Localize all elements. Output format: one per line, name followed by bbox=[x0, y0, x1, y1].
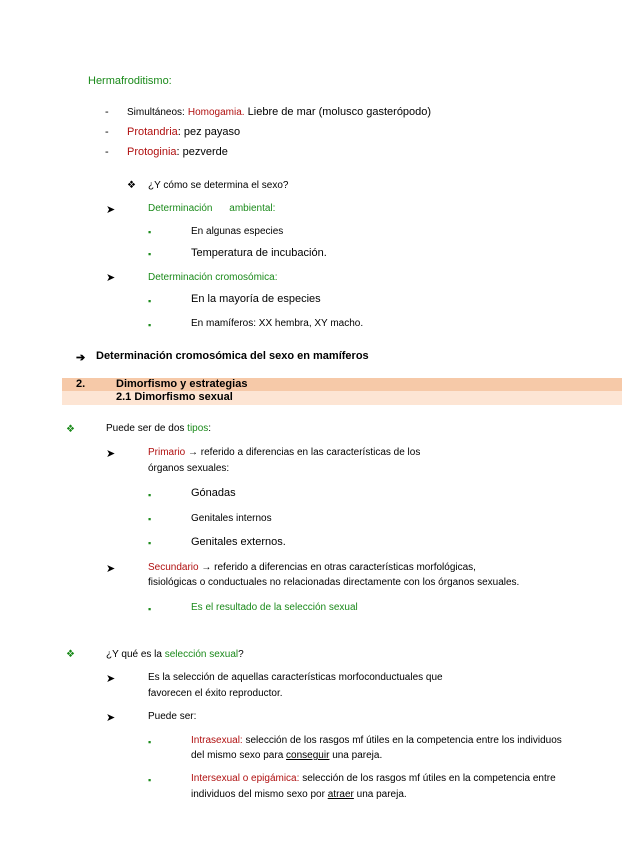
dash-marker: - bbox=[105, 106, 109, 118]
herm-simultaneos bbox=[127, 106, 431, 118]
seleccion-def-line1: Es la selección de aquellas características morfoconductuales que bbox=[148, 672, 443, 683]
square-bullet-icon: ▪ bbox=[148, 490, 152, 500]
secundario-text: → referido a diferencias en otras características morfológicas, bbox=[201, 562, 476, 573]
item-text: : pez payaso bbox=[177, 126, 241, 138]
item-label: Intersexual o epigámica: bbox=[191, 773, 300, 784]
diamond-bullet-icon: ❖ bbox=[66, 649, 75, 660]
list-item: Genitales externos. bbox=[191, 536, 286, 548]
text: individuos del mismo sexo por bbox=[191, 789, 325, 800]
secundario-line2: fisiológicas o conductuales no relacionadas directamente con los órganos sexuales. bbox=[148, 577, 520, 588]
item-highlight: Homogamia. bbox=[187, 107, 245, 118]
intrasexual-line2 bbox=[191, 750, 382, 761]
section-title: Dimorfismo y estrategias bbox=[116, 378, 248, 390]
seleccion-def-line2: favorecen el éxito reproductor. bbox=[148, 688, 283, 699]
hermafroditismo-heading: Hermafroditismo: bbox=[88, 75, 172, 87]
primario-line2: órganos sexuales: bbox=[148, 463, 230, 474]
item-label: Intrasexual: bbox=[191, 735, 243, 746]
square-bullet-icon: ▪ bbox=[148, 538, 152, 548]
highlight: selección sexual bbox=[164, 649, 239, 660]
item-label: Simultáneos: bbox=[127, 107, 185, 118]
text: una pareja. bbox=[332, 750, 383, 761]
det-cromosomica-label: Determinación cromosómica: bbox=[148, 272, 278, 283]
square-bullet-icon: ▪ bbox=[148, 227, 152, 237]
diamond-bullet-icon: ❖ bbox=[127, 180, 136, 191]
herm-protoginia bbox=[127, 146, 228, 158]
arrow-bullet-icon: ➤ bbox=[106, 563, 116, 575]
primario-label: Primario bbox=[148, 447, 186, 458]
list-item: En algunas especies bbox=[191, 226, 284, 237]
arrow-bullet-icon: ➤ bbox=[106, 448, 116, 460]
square-bullet-icon: ▪ bbox=[148, 737, 152, 747]
tipos-line bbox=[106, 423, 211, 434]
arrow-bullet-icon: ➤ bbox=[106, 673, 116, 685]
section-subtitle: 2.1 Dimorfismo sexual bbox=[116, 391, 233, 403]
question-sexo: ¿Y cómo se determina el sexo? bbox=[148, 180, 289, 191]
section-number: 2. bbox=[76, 378, 86, 390]
intersexual-line1 bbox=[191, 773, 556, 784]
square-bullet-icon: ▪ bbox=[148, 775, 152, 785]
dash-marker: - bbox=[105, 126, 109, 138]
list-item: Temperatura de incubación. bbox=[191, 247, 327, 259]
primario-line1 bbox=[148, 447, 420, 458]
underlined: atraer bbox=[327, 789, 354, 800]
right-arrow-icon: ➔ bbox=[76, 352, 86, 364]
seleccion-question bbox=[106, 649, 244, 660]
puede-ser: Puede ser: bbox=[148, 711, 197, 722]
intersexual-line2 bbox=[191, 789, 407, 800]
square-bullet-icon: ▪ bbox=[148, 320, 152, 330]
label-part2: ambiental: bbox=[229, 203, 276, 214]
text: del mismo sexo para bbox=[191, 750, 284, 761]
list-item: Gónadas bbox=[191, 487, 236, 499]
text: Puede ser de dos bbox=[106, 423, 185, 434]
determinacion-heading: Determinación cromosómica del sexo en mamíferos bbox=[96, 350, 369, 362]
list-item: Es el resultado de la selección sexual bbox=[191, 602, 358, 613]
primario-text: → referido a diferencias en las características de los bbox=[188, 447, 421, 458]
list-item: En mamíferos: XX hembra, XY macho. bbox=[191, 318, 364, 329]
underlined: conseguir bbox=[286, 750, 330, 761]
arrow-bullet-icon: ➤ bbox=[106, 712, 116, 724]
item-text: selección de los rasgos mf útiles en la competencia entre los individuos bbox=[245, 735, 562, 746]
text: una pareja. bbox=[356, 789, 407, 800]
secundario-label: Secundario bbox=[148, 562, 199, 573]
square-bullet-icon: ▪ bbox=[148, 249, 152, 259]
herm-protandria bbox=[127, 126, 240, 138]
arrow-bullet-icon: ➤ bbox=[106, 272, 116, 284]
list-item bbox=[105, 106, 109, 118]
label-part1: Determinación bbox=[148, 203, 213, 214]
item-text: : pezverde bbox=[176, 146, 228, 158]
square-bullet-icon: ▪ bbox=[148, 604, 152, 614]
intrasexual-line1 bbox=[191, 735, 562, 746]
item-text: selección de los rasgos mf útiles en la competencia entre bbox=[302, 773, 556, 784]
list-item: Genitales internos bbox=[191, 513, 272, 524]
square-bullet-icon: ▪ bbox=[148, 514, 152, 524]
item-text: Liebre de mar (molusco gasterópodo) bbox=[247, 106, 432, 118]
item-highlight: Protandria bbox=[127, 126, 178, 138]
secundario-line1 bbox=[148, 562, 476, 573]
dash-marker: - bbox=[105, 146, 109, 158]
diamond-bullet-icon: ❖ bbox=[66, 424, 75, 435]
tail: : bbox=[208, 423, 212, 434]
highlight: tipos bbox=[187, 423, 209, 434]
tail: ? bbox=[238, 649, 244, 660]
arrow-bullet-icon: ➤ bbox=[106, 204, 116, 216]
det-ambiental-label bbox=[148, 203, 275, 214]
text: ¿Y qué es la bbox=[106, 649, 162, 660]
list-item: En la mayoría de especies bbox=[191, 293, 321, 305]
item-highlight: Protoginia bbox=[127, 146, 177, 158]
square-bullet-icon: ▪ bbox=[148, 296, 152, 306]
